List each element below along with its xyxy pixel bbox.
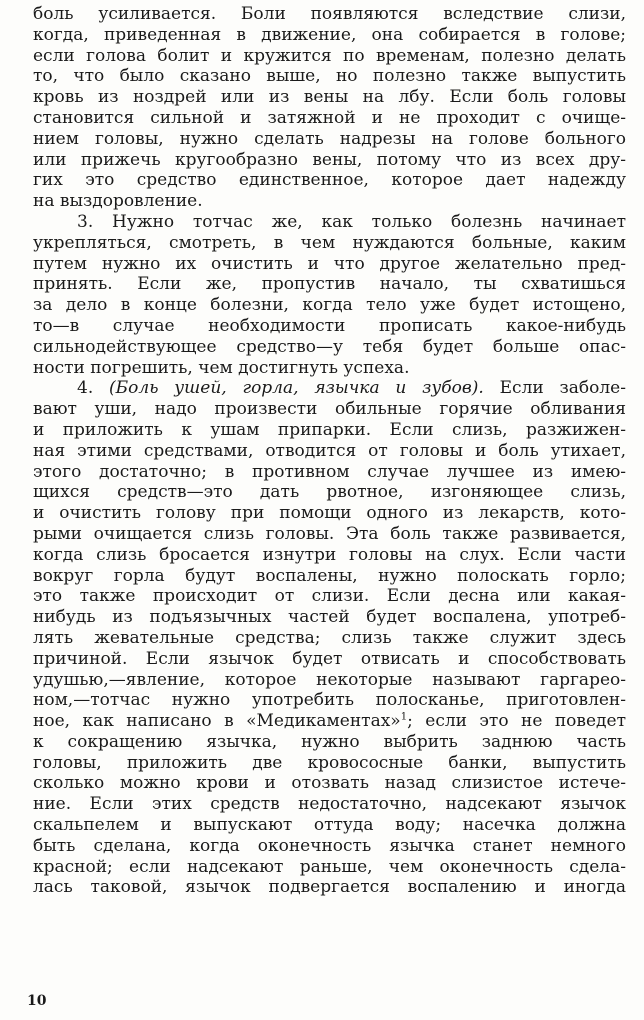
body-text xyxy=(33,4,626,898)
section-heading-line xyxy=(33,378,626,399)
text-line: ная этими средствами, отводится от головы и боль утихает, xyxy=(33,440,626,461)
text-line-with-footnote xyxy=(33,711,626,732)
text-line: 3. Нужно тотчас же, как только болезнь начинает xyxy=(77,211,626,232)
text-line: то, что было сказано выше, но полезно также выпустить xyxy=(33,66,626,87)
text-line: нием головы, нужно сделать надрезы на голове больного xyxy=(33,128,626,149)
text-line: то—в случае необходимости прописать какое-нибудь xyxy=(33,315,626,336)
text-line: если голова болит и кружится по временам, полезно делать xyxy=(33,45,626,66)
text-line: укрепляться, смотреть, в чем нуждаются больные, каким xyxy=(33,232,626,253)
section-number: 4. xyxy=(77,378,94,399)
text-line: и приложить к ушам припарки. Если слизь, разжижен- xyxy=(33,419,626,440)
text-line: кровь из ноздрей или из вены на лбу. Если боль головы xyxy=(33,87,626,108)
footnote-mark: 1 xyxy=(400,711,408,723)
text-line: когда слизь бросается изнутри головы на слух. Если части xyxy=(33,544,626,565)
text-fragment: ное, как написано в «Медикаментах» xyxy=(33,711,401,732)
section-title: (Боль ушей, горла, язычка и зубов). xyxy=(109,378,484,399)
text-line: этого достаточно; в противном случае лучшее из имею- xyxy=(33,461,626,482)
text-line: к сокращению язычка, нужно выбрить заднюю часть xyxy=(33,731,626,752)
text-line: скальпелем и выпускают оттуда воду; насечка должна xyxy=(33,815,626,836)
text-line: сколько можно крови и отозвать назад слизистое истече- xyxy=(33,773,626,794)
text-line: ном,—тотчас нужно употребить полосканье, приготовлен- xyxy=(33,690,626,711)
text-line: красной; если надсекают раньше, чем оконечность сдела- xyxy=(33,856,626,877)
text-line: это также происходит от слизи. Если десна или какая- xyxy=(33,586,626,607)
text-line: сильнодействующее средство—у тебя будет больше опас- xyxy=(33,336,626,357)
text-line: нибудь из подъязычных частей будет воспалена, употреб- xyxy=(33,607,626,628)
text-line: щихся средств—это дать рвотное, изгоняющее слизь, xyxy=(33,482,626,503)
page-number: 10 xyxy=(27,993,47,1009)
text-line: боль усиливается. Боли появляются вследствие слизи, xyxy=(33,4,626,24)
text-line: рыми очищается слизь головы. Эта боль также развивается, xyxy=(33,523,626,544)
text-line: на выздоровление. xyxy=(33,191,203,212)
text-line: вают уши, надо произвести обильные горячие обливания xyxy=(33,399,626,420)
text-line: и очистить голову при помощи одного из лекарств, кото- xyxy=(33,503,626,524)
text-line: вокруг горла будут воспалены, нужно полоскать горло; xyxy=(33,565,626,586)
text-line: становится сильной и затяжной и не проходит с очище- xyxy=(33,107,626,128)
text-line: за дело в конце болезни, когда тело уже будет истощено, xyxy=(33,295,626,316)
text-line: лась таковой, язычок подвергается воспалению и иногда xyxy=(33,877,626,898)
text-line: головы, приложить две кровососные банки, выпустить xyxy=(33,752,626,773)
text-line: путем нужно их очистить и что другое желательно пред- xyxy=(33,253,626,274)
text-line: принять. Если же, пропустив начало, ты схватишься xyxy=(33,274,626,295)
text-line: быть сделана, когда оконечность язычка станет немного xyxy=(33,835,626,856)
text-line: удушью,—явление, которое некоторые называют гаргарео- xyxy=(33,669,626,690)
text-line: ние. Если этих средств недостаточно, надсекают язычок xyxy=(33,794,626,815)
text-line: лять жевательные средства; слизь также служит здесь xyxy=(33,627,626,648)
section-heading-rest: Если заболе- xyxy=(499,378,626,399)
text-line: ности погрешить, чем достигнуть успеха. xyxy=(33,357,410,378)
text-line: или прижечь кругообразно вены, потому что из всех дру- xyxy=(33,149,626,170)
text-line: причиной. Если язычок будет отвисать и способствовать xyxy=(33,648,626,669)
text-line: гих это средство единственное, которое дает надежду xyxy=(33,170,626,191)
text-fragment: ; если это не поведет xyxy=(407,711,626,732)
text-line: когда, приведенная в движение, она собирается в голове; xyxy=(33,24,626,45)
